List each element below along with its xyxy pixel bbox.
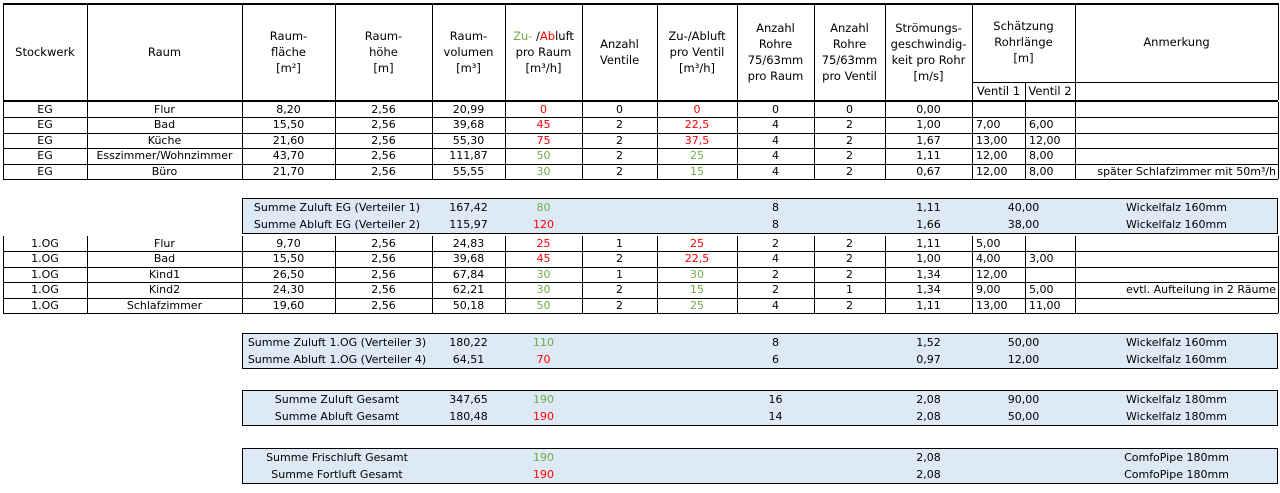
header-rohre-raum-line: 75/63mm xyxy=(747,52,804,67)
cell-flow: 30 xyxy=(536,283,551,297)
header-schaetzung xyxy=(972,3,1075,81)
header-zuabluft-part: / xyxy=(532,28,540,43)
header-hoehe-line: Raum- xyxy=(364,28,403,43)
summary-speed: 1,52 xyxy=(916,336,941,349)
grid-line xyxy=(505,102,506,180)
cell-v1: 4,00 xyxy=(976,252,1001,266)
cell-pipes-room: 4 xyxy=(772,133,779,147)
grid-line xyxy=(814,236,815,314)
grid-line xyxy=(432,3,433,100)
cell-area: 21,60 xyxy=(272,133,305,147)
cell-floor: EG xyxy=(37,102,53,116)
cell-v1: 7,00 xyxy=(976,118,1001,132)
summary-volume xyxy=(432,449,505,466)
cell-floor: EG xyxy=(37,149,53,163)
cell-room: Büro xyxy=(151,164,178,178)
summary-pipes: 14 xyxy=(768,410,783,423)
summary-pipes: 16 xyxy=(768,393,783,406)
grid-line xyxy=(1075,236,1076,314)
cell-speed: 1,00 xyxy=(916,252,941,266)
summary-label: Summe Zuluft EG (Verteiler 1) xyxy=(253,201,421,214)
cell-floor: EG xyxy=(37,164,53,178)
grid-line xyxy=(737,102,738,180)
summary-length: 90,00 xyxy=(1007,393,1040,406)
grid-line xyxy=(432,236,433,314)
cell-speed: 1,34 xyxy=(916,283,941,297)
cell-flow: 30 xyxy=(536,164,551,178)
cell-per-valve: 15 xyxy=(690,283,704,297)
cell-speed: 1,67 xyxy=(916,133,941,147)
header-zuabluft-part: luft xyxy=(555,28,574,43)
cell-volume: 50,18 xyxy=(452,298,485,312)
cell-floor: 1.OG xyxy=(31,236,59,250)
header-stroemung-line: geschwindig- xyxy=(890,36,967,51)
summary-note: Wickelfalz 180mm xyxy=(1126,410,1227,423)
grid-line xyxy=(582,102,583,180)
summary-flow: 110 xyxy=(533,336,554,349)
header-rohre-ventil-line: 75/63mm xyxy=(821,52,878,67)
header-stroemung-line: keit pro Rohr xyxy=(891,52,966,67)
grid-line xyxy=(657,102,658,180)
cell-room: Bad xyxy=(153,118,176,132)
cell-pipes-room: 4 xyxy=(772,118,779,132)
cell-pipes-valve: 2 xyxy=(846,298,853,312)
grid-line xyxy=(505,236,506,314)
cell-speed: 1,11 xyxy=(916,149,941,163)
cell-pipes-room: 4 xyxy=(772,298,779,312)
header-rohre-ventil-line: Rohre xyxy=(832,36,867,51)
cell-valves: 2 xyxy=(616,118,623,132)
summary-pipes xyxy=(737,449,814,466)
cell-pipes-valve: 2 xyxy=(846,267,853,281)
summary-label: Summe Zuluft 1.OG (Verteiler 3) xyxy=(247,336,427,349)
header-rohre-ventil xyxy=(814,3,885,100)
cell-flow: 30 xyxy=(536,267,551,281)
cell-flow: 25 xyxy=(536,236,551,250)
cell-room: Kind1 xyxy=(148,267,181,281)
cell-v2: 8,00 xyxy=(1029,164,1054,178)
cell-per-valve: 25 xyxy=(690,236,704,250)
header-rohre-raum-line: pro Raum xyxy=(747,68,804,83)
cell-room: Flur xyxy=(154,236,175,250)
summary-flow: 70 xyxy=(536,353,551,366)
summary-flow: 120 xyxy=(533,218,554,231)
grid-line xyxy=(657,3,658,100)
grid-line xyxy=(1278,102,1279,180)
summary-volume: 64,51 xyxy=(452,353,485,366)
grid-line xyxy=(1025,82,1026,100)
cell-v1: 9,00 xyxy=(976,283,1001,297)
cell-floor: 1.OG xyxy=(31,298,59,312)
cell-v1: 12,00 xyxy=(976,149,1008,163)
summary-volume: 180,22 xyxy=(449,336,488,349)
grid-line xyxy=(335,3,336,100)
summary-volume: 347,65 xyxy=(449,393,488,406)
cell-height: 2,56 xyxy=(371,267,396,281)
cell-flow: 50 xyxy=(536,298,551,312)
grid-line xyxy=(87,102,88,180)
summary-volume: 180,48 xyxy=(449,410,488,423)
cell-pipes-valve: 0 xyxy=(846,102,853,116)
header-stroemung-line: Strömungs- xyxy=(895,20,962,35)
header-volumen-line: Raum- xyxy=(449,28,488,43)
cell-pipes-valve: 2 xyxy=(846,164,853,178)
header-stockwerk: Stockwerk xyxy=(15,44,75,59)
grid-line xyxy=(657,236,658,314)
summary-note: Wickelfalz 160mm xyxy=(1126,353,1227,366)
cell-volume: 111,87 xyxy=(449,149,488,163)
cell-pipes-room: 2 xyxy=(772,283,779,297)
cell-pipes-room: 4 xyxy=(772,149,779,163)
cell-floor: 1.OG xyxy=(31,283,59,297)
cell-floor: EG xyxy=(37,118,53,132)
cell-speed: 1,11 xyxy=(916,298,941,312)
header-zuabluft xyxy=(505,3,582,100)
header-hoehe xyxy=(335,3,432,100)
cell-pipes-room: 4 xyxy=(772,164,779,178)
cell-speed: 0,67 xyxy=(916,164,941,178)
cell-room: Schlafzimmer xyxy=(126,298,203,312)
grid-line xyxy=(972,236,973,314)
summary-note: Wickelfalz 160mm xyxy=(1126,218,1227,231)
header-pro-ventil xyxy=(657,3,737,100)
summary-volume xyxy=(432,466,505,483)
cell-area: 19,60 xyxy=(272,298,305,312)
summary-note: ComfoPipe 180mm xyxy=(1124,468,1229,481)
cell-flow: 75 xyxy=(536,133,551,147)
summary-speed: 2,08 xyxy=(916,468,941,481)
grid-line xyxy=(87,3,88,100)
cell-pipes-room: 2 xyxy=(772,236,779,250)
cell-pipes-valve: 2 xyxy=(846,236,853,250)
cell-per-valve: 22,5 xyxy=(684,118,710,132)
cell-volume: 55,55 xyxy=(452,164,485,178)
cell-area: 9,70 xyxy=(276,236,301,250)
cell-per-valve: 15 xyxy=(690,164,704,178)
header-stroemung xyxy=(885,3,972,100)
header-schaetzung-line: Schätzung xyxy=(993,19,1054,33)
grid-line xyxy=(242,3,243,100)
cell-valves: 2 xyxy=(616,252,623,266)
summary-pipes xyxy=(737,466,814,483)
cell-note xyxy=(1075,102,1278,118)
cell-height: 2,56 xyxy=(371,133,396,147)
summary-pipes: 8 xyxy=(772,201,779,214)
cell-v2 xyxy=(1025,236,1075,252)
grid-line xyxy=(737,236,738,314)
cell-v1: 13,00 xyxy=(976,298,1008,312)
grid-line xyxy=(885,102,886,180)
header-ventile-line: Anzahl xyxy=(600,36,639,51)
cell-note xyxy=(1075,267,1278,283)
header-rohre-raum-line: Rohre xyxy=(758,36,793,51)
summary-label: Summe Abluft EG (Verteiler 2) xyxy=(253,218,421,231)
cell-height: 2,56 xyxy=(371,102,396,116)
cell-volume: 67,84 xyxy=(452,267,485,281)
summary-volume: 167,42 xyxy=(449,201,488,214)
summary-volume: 115,97 xyxy=(449,218,488,231)
summary-flow: 190 xyxy=(533,468,554,481)
grid-line xyxy=(3,313,1278,314)
cell-v2: 8,00 xyxy=(1029,149,1054,163)
cell-area: 21,70 xyxy=(272,164,305,178)
header-rohre-raum xyxy=(737,3,814,100)
summary-speed: 0,97 xyxy=(916,353,941,366)
summary-note: ComfoPipe 180mm xyxy=(1124,451,1229,464)
summary-speed: 2,08 xyxy=(916,410,941,423)
header-hoehe-line: [m] xyxy=(373,60,394,75)
grid-line xyxy=(1025,102,1026,180)
cell-pipes-valve: 2 xyxy=(846,252,853,266)
grid-line xyxy=(885,236,886,314)
cell-flow: 0 xyxy=(540,102,547,116)
summary-label: Summe Frischluft Gesamt xyxy=(266,451,408,464)
grid-line xyxy=(335,236,336,314)
header-zuabluft-line: [m³/h] xyxy=(525,60,562,75)
cell-area: 24,30 xyxy=(272,283,305,297)
summary-flow: 80 xyxy=(536,201,551,214)
summary-speed: 2,08 xyxy=(916,393,941,406)
cell-v1: 12,00 xyxy=(976,267,1008,281)
cell-area: 8,20 xyxy=(276,102,301,116)
grid-line xyxy=(1025,236,1026,314)
cell-room: Kind2 xyxy=(148,283,181,297)
grid-line xyxy=(3,236,4,314)
grid-line xyxy=(737,3,738,100)
cell-note xyxy=(1075,236,1278,252)
header-zuabluft-line xyxy=(513,28,574,44)
cell-v1 xyxy=(972,102,1025,118)
cell-valves: 2 xyxy=(616,149,623,163)
summary-pipes: 8 xyxy=(772,218,779,231)
cell-area: 43,70 xyxy=(272,149,305,163)
summary-length: 12,00 xyxy=(1007,353,1040,366)
cell-v2: 11,00 xyxy=(1029,298,1061,312)
grid-line xyxy=(1075,3,1076,100)
cell-v2: 3,00 xyxy=(1029,252,1054,266)
header-schaetzung-line: Rohrlänge xyxy=(994,35,1053,49)
header-anmerkung: Anmerkung xyxy=(1143,35,1210,49)
cell-valves: 0 xyxy=(616,102,623,116)
cell-valves: 2 xyxy=(616,298,623,312)
cell-v1: 13,00 xyxy=(976,133,1008,147)
cell-valves: 1 xyxy=(616,267,623,281)
cell-note xyxy=(1075,148,1278,164)
header-pro-ventil-line: [m³/h] xyxy=(679,60,715,75)
grid-line xyxy=(582,3,583,100)
cell-speed: 1,00 xyxy=(916,118,941,132)
cell-height: 2,56 xyxy=(371,149,396,163)
grid-line xyxy=(972,82,1278,83)
grid-line xyxy=(1278,236,1279,314)
cell-area: 26,50 xyxy=(272,267,305,281)
summary-label: Summe Abluft Gesamt xyxy=(274,410,400,423)
summary-length xyxy=(972,466,1075,483)
cell-flow: 45 xyxy=(536,118,551,132)
cell-volume: 62,21 xyxy=(452,283,485,297)
cell-height: 2,56 xyxy=(371,236,396,250)
header-raum: Raum xyxy=(147,44,182,59)
cell-valves: 2 xyxy=(616,133,623,147)
cell-volume: 39,68 xyxy=(452,118,485,132)
grid-line xyxy=(505,3,506,100)
header-zuabluft-line: pro Raum xyxy=(515,44,572,59)
cell-valves: 2 xyxy=(616,164,623,178)
summary-length: 50,00 xyxy=(1007,336,1040,349)
cell-pipes-room: 2 xyxy=(772,267,779,281)
grid-line xyxy=(335,102,336,180)
header-pro-ventil-line: pro Ventil xyxy=(669,44,725,59)
grid-line xyxy=(3,179,1278,180)
header-volumen-line: volumen xyxy=(443,44,494,59)
header-flaeche-line: Raum- xyxy=(269,28,308,43)
cell-valves: 2 xyxy=(616,283,623,297)
cell-pipes-valve: 2 xyxy=(846,133,853,147)
cell-v2: 5,00 xyxy=(1029,283,1054,297)
header-zuabluft-part: Zu- xyxy=(513,28,533,43)
header-flaeche-line: [m²] xyxy=(276,60,301,75)
cell-pipes-valve: 2 xyxy=(846,118,853,132)
cell-v1: 5,00 xyxy=(976,236,1001,250)
header-rohre-ventil-line: Anzahl xyxy=(830,20,869,35)
header-zuabluft-part: Ab xyxy=(539,28,556,43)
cell-valves: 1 xyxy=(616,236,623,250)
cell-speed: 1,11 xyxy=(916,236,941,250)
cell-height: 2,56 xyxy=(371,298,396,312)
cell-per-valve: 30 xyxy=(690,267,704,281)
summary-pipes: 6 xyxy=(772,353,779,366)
cell-height: 2,56 xyxy=(371,283,396,297)
grid-line xyxy=(972,102,973,180)
summary-pipes: 8 xyxy=(772,336,779,349)
summary-label: Summe Fortluft Gesamt xyxy=(271,468,403,481)
cell-floor: 1.OG xyxy=(31,267,59,281)
summary-flow: 190 xyxy=(533,451,554,464)
grid-line xyxy=(242,102,243,180)
cell-volume: 20,99 xyxy=(452,102,485,116)
summary-length xyxy=(972,449,1075,466)
cell-note: später Schlafzimmer mit 50m³/h xyxy=(1097,164,1276,178)
cell-volume: 39,68 xyxy=(452,252,485,266)
header-schaetzung-line: [m] xyxy=(1013,51,1034,65)
cell-room: Flur xyxy=(154,102,175,116)
cell-volume: 24,83 xyxy=(452,236,485,250)
summary-length: 40,00 xyxy=(1007,201,1040,214)
summary-speed: 1,11 xyxy=(916,201,941,214)
header-ventile xyxy=(582,3,657,100)
cell-room: Esszimmer/Wohnzimmer xyxy=(96,149,233,163)
cell-pipes-valve: 2 xyxy=(846,149,853,163)
cell-per-valve: 37,5 xyxy=(684,133,710,147)
header-pro-ventil-line: Zu-/Abluft xyxy=(668,28,726,43)
cell-height: 2,56 xyxy=(371,252,396,266)
summary-note: Wickelfalz 180mm xyxy=(1126,393,1227,406)
cell-pipes-room: 0 xyxy=(772,102,779,116)
grid-line xyxy=(242,236,243,314)
cell-note xyxy=(1075,251,1278,267)
cell-note xyxy=(1075,117,1278,133)
summary-length: 50,00 xyxy=(1007,410,1040,423)
header-flaeche-line: fläche xyxy=(271,44,306,59)
summary-speed: 1,66 xyxy=(916,218,941,231)
cell-flow: 45 xyxy=(536,252,551,266)
grid-line xyxy=(814,102,815,180)
header-ventil-2: Ventil 2 xyxy=(1028,84,1072,98)
cell-note: evtl. Aufteilung in 2 Räume xyxy=(1125,283,1276,297)
cell-v2 xyxy=(1025,102,1075,118)
cell-height: 2,56 xyxy=(371,118,396,132)
summary-length: 38,00 xyxy=(1007,218,1040,231)
header-ventile-line: Ventile xyxy=(599,52,640,67)
cell-per-valve: 25 xyxy=(690,149,704,163)
grid-line xyxy=(1075,102,1076,180)
cell-height: 2,56 xyxy=(371,164,396,178)
header-rohre-raum-line: Anzahl xyxy=(756,20,795,35)
summary-speed: 2,08 xyxy=(916,451,941,464)
cell-pipes-valve: 1 xyxy=(846,283,853,297)
header-ventil-1: Ventil 1 xyxy=(976,84,1021,98)
cell-v2: 6,00 xyxy=(1029,118,1054,132)
cell-floor: EG xyxy=(37,133,53,147)
grid-line xyxy=(3,102,4,180)
grid-line xyxy=(87,236,88,314)
summary-label: Summe Zuluft Gesamt xyxy=(274,393,400,406)
cell-speed: 0,00 xyxy=(916,102,941,116)
grid-line xyxy=(1278,3,1279,100)
cell-pipes-room: 4 xyxy=(772,252,779,266)
cell-area: 15,50 xyxy=(272,252,305,266)
grid-line xyxy=(3,3,4,100)
grid-line xyxy=(972,3,973,100)
cell-floor: 1.OG xyxy=(31,252,59,266)
cell-v2 xyxy=(1025,267,1075,283)
cell-note xyxy=(1075,133,1278,149)
cell-v1: 12,00 xyxy=(976,164,1008,178)
header-stroemung-line: [m/s] xyxy=(913,68,944,83)
cell-per-valve: 0 xyxy=(693,102,701,116)
cell-volume: 55,30 xyxy=(452,133,485,147)
cell-per-valve: 25 xyxy=(690,298,704,312)
cell-note xyxy=(1075,298,1278,314)
cell-flow: 50 xyxy=(536,149,551,163)
header-rohre-ventil-line: pro Ventil xyxy=(822,68,877,83)
cell-area: 15,50 xyxy=(272,118,305,132)
header-volumen xyxy=(432,3,505,100)
summary-note: Wickelfalz 160mm xyxy=(1126,336,1227,349)
summary-flow: 190 xyxy=(533,393,554,406)
summary-label: Summe Abluft 1.OG (Verteiler 4) xyxy=(247,353,427,366)
header-flaeche xyxy=(242,3,335,100)
grid-line xyxy=(432,102,433,180)
summary-flow: 190 xyxy=(533,410,554,423)
grid-line xyxy=(814,3,815,100)
cell-room: Küche xyxy=(147,133,182,147)
cell-per-valve: 22,5 xyxy=(684,252,710,266)
cell-room: Bad xyxy=(153,252,176,266)
cell-speed: 1,34 xyxy=(916,267,941,281)
cell-v2: 12,00 xyxy=(1029,133,1061,147)
grid-line xyxy=(582,236,583,314)
header-volumen-line: [m³] xyxy=(456,60,481,75)
summary-note: Wickelfalz 160mm xyxy=(1126,201,1227,214)
grid-line xyxy=(885,3,886,100)
header-hoehe-line: höhe xyxy=(369,44,398,59)
